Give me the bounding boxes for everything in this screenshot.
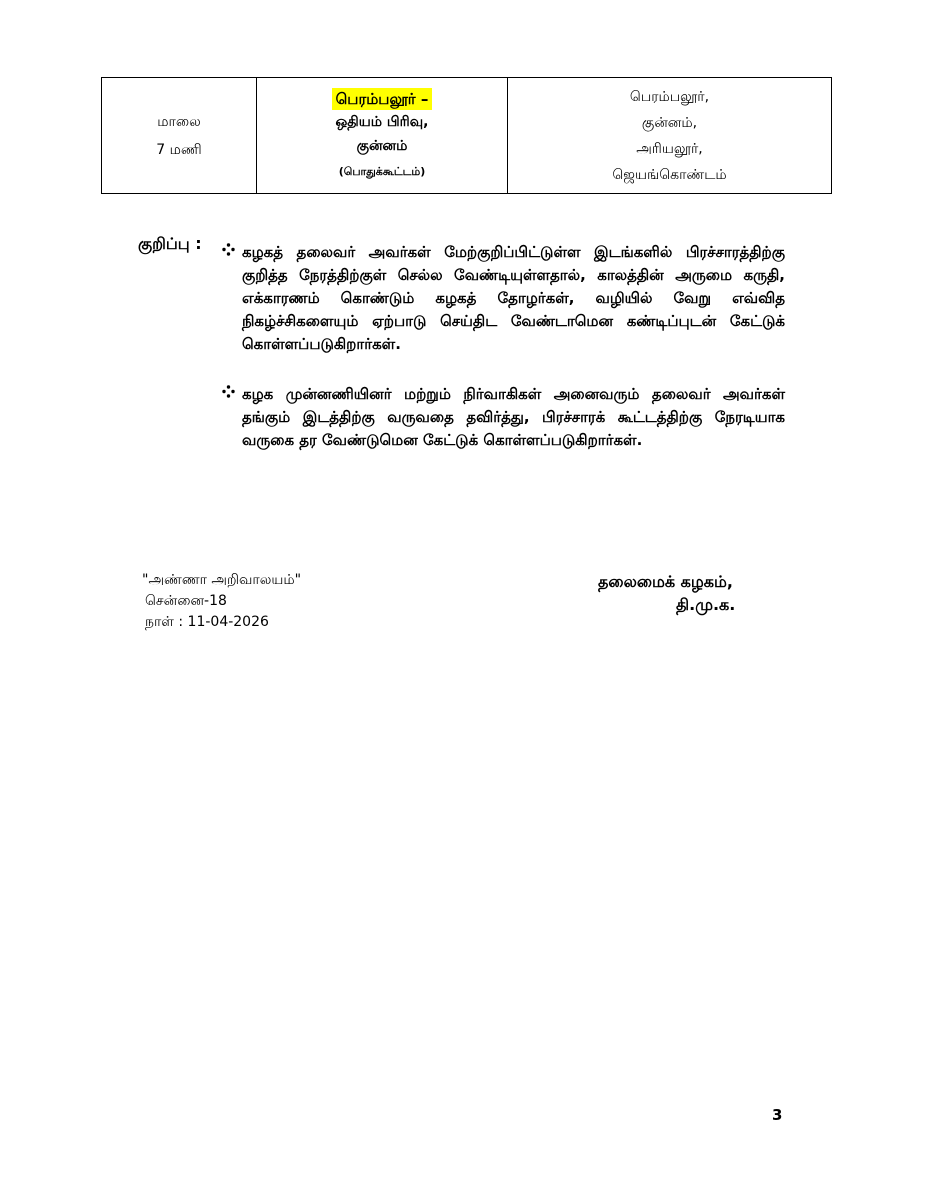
note-text: கழக முன்னணியினர் மற்றும் நிர்வாகிகள் அனைவரும் தலைவர் அவர்கள் தங்கும் இடத்திற்கு வருவதை தவிர்த்து, பிரச்சாரக் கூட்டத்திற்கு நேரடியாக வருகை தர வேண்டுமென கேட்டுக் கொள்ளப்படுகிறார்கள். — [242, 385, 785, 449]
areas-cell — [508, 78, 832, 194]
place-cell — [257, 78, 508, 194]
page-number: 3 — [772, 1106, 783, 1124]
document-date: நாள் : 11-04-2026 — [145, 614, 269, 630]
note-heading: குறிப்பு : — [138, 234, 202, 253]
area-name: அரியலூர், — [636, 140, 703, 157]
place-location: ஒதியம் பிரிவு, — [335, 113, 429, 130]
address-block — [142, 570, 301, 633]
table-row — [102, 78, 832, 194]
area-name: ஜெயங்கொண்டம் — [612, 166, 727, 183]
list-item — [222, 383, 785, 452]
diamond-bullet-icon — [222, 241, 235, 264]
area-name: பெரம்பலூர், — [629, 88, 710, 105]
note-list — [222, 241, 785, 452]
place-town: குன்னம் — [356, 137, 408, 154]
schedule-table — [101, 77, 832, 194]
signature-block — [598, 570, 735, 616]
time-cell — [102, 78, 257, 194]
diamond-bullet-icon — [222, 383, 235, 406]
place-title-highlighted: பெரம்பலூர் – — [332, 88, 433, 110]
event-type: (பொதுக்கூட்டம்) — [338, 164, 426, 178]
area-name: குன்னம், — [641, 114, 698, 131]
time-hour: 7 மணி — [156, 141, 202, 158]
signatory-office: தலைமைக் கழகம், — [598, 572, 733, 591]
note-text: கழகத் தலைவர் அவர்கள் மேற்குறிப்பிட்டுள்ள இடங்களில் பிரச்சாரத்திற்கு குறித்த நேரத்திற்குள் செல்ல வேண்டியுள்ளதால், காலத்தின் அருமை கருதி, எக்காரணம் கொண்டும் கழகத் தோழர்கள், வழியில் வேறு எவ்வித நிகழ்ச்சிகளையும் ஏற்பாடு செய்திட வேண்டாமென கண்டிப்புடன் கேட்டுக் கொள்ளப்படுகிறார்கள். — [242, 243, 785, 353]
time-period: மாலை — [157, 113, 201, 130]
list-item — [222, 241, 785, 356]
address-name: "அண்ணா அறிவாலயம்" — [142, 572, 302, 588]
address-city: சென்னை-18 — [145, 593, 227, 609]
signatory-party: தி.மு.க. — [676, 595, 736, 614]
